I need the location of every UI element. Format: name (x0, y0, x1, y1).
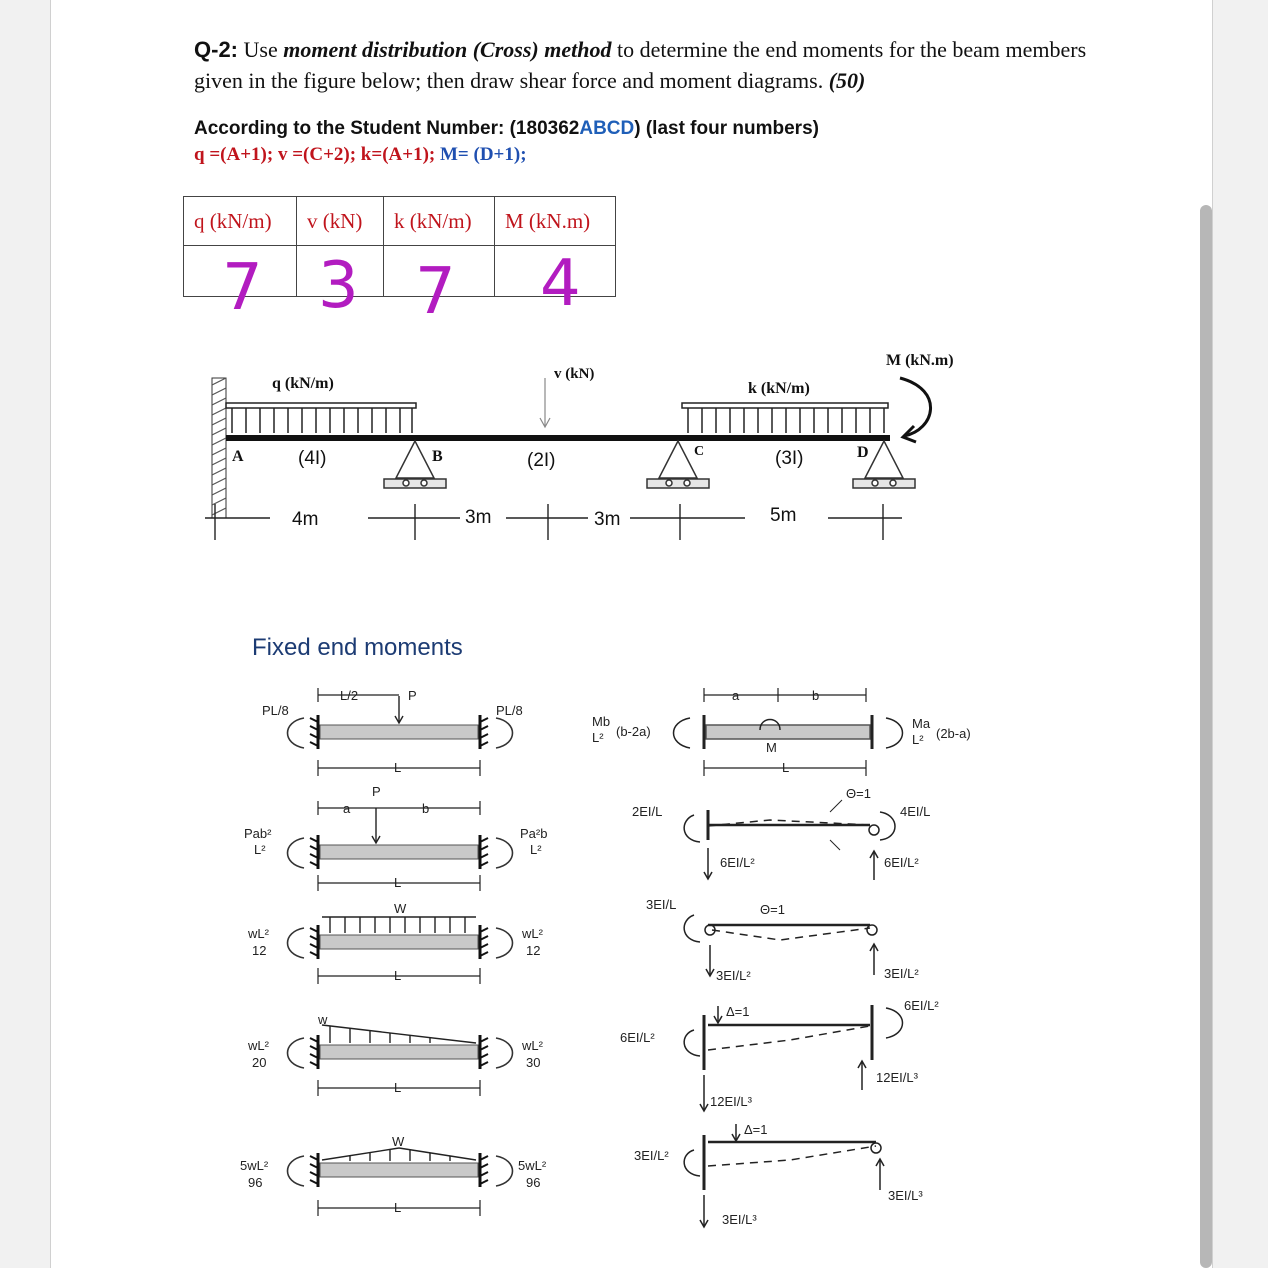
udl-k (682, 403, 888, 433)
fixed-support-a (212, 378, 226, 518)
handwritten-m: 4 (540, 247, 581, 321)
question-text: Q-2: Use moment distribution (Cross) method to determine the end moments for the beam members given in the figure below; then draw shear force and moment diagrams. (50) (194, 37, 1087, 93)
formula-q: q =(A+1); (194, 144, 274, 165)
support-label-d: D (857, 444, 869, 461)
label-q: q (kN/m) (272, 375, 334, 392)
stiffness-bc: (2I) (527, 450, 556, 471)
formula-k: k=(A+1); (360, 144, 436, 165)
support-label-c: C (694, 444, 705, 459)
span-ab: 4m (292, 509, 319, 530)
support-label-a: A (232, 448, 244, 465)
header-v: v (kN) (297, 197, 384, 246)
fem-title: Fixed end moments (252, 634, 463, 661)
stiffness-cd: (3I) (775, 448, 804, 469)
span-cd: 5m (770, 505, 797, 526)
question-points: (50) (828, 68, 866, 93)
span-b-load: 3m (465, 507, 492, 528)
support-label-b: B (432, 448, 443, 465)
beam-line (226, 435, 890, 441)
moment-arrow (900, 378, 931, 436)
stiffness-ab: (4I) (298, 448, 327, 469)
method-name: moment distribution (Cross) method (283, 37, 612, 62)
header-k: k (kN/m) (384, 197, 495, 246)
question-number: Q-2: (194, 37, 238, 62)
handwritten-k: 7 (415, 255, 456, 329)
udl-q (226, 403, 416, 433)
fem-case1-left: PL/8 (262, 703, 289, 718)
span-load-c: 3m (594, 509, 621, 530)
handwritten-v: 3 (318, 249, 359, 323)
formula-m: M= (D+1); (439, 144, 527, 165)
fem-case1-right: PL/8 (496, 703, 523, 718)
header-m: M (kN.m) (495, 197, 616, 246)
formula-v: v =(C+2); (277, 144, 357, 165)
label-v: v (kN) (554, 366, 595, 382)
point-load-v (540, 378, 550, 427)
label-k: k (kN/m) (748, 380, 810, 397)
label-m: M (kN.m) (886, 352, 954, 369)
header-q: q (kN/m) (184, 197, 297, 246)
handwritten-q: 7 (222, 251, 263, 325)
student-number-line: According to the Student Number: (180362ABCD) (last four numbers) (194, 118, 819, 139)
